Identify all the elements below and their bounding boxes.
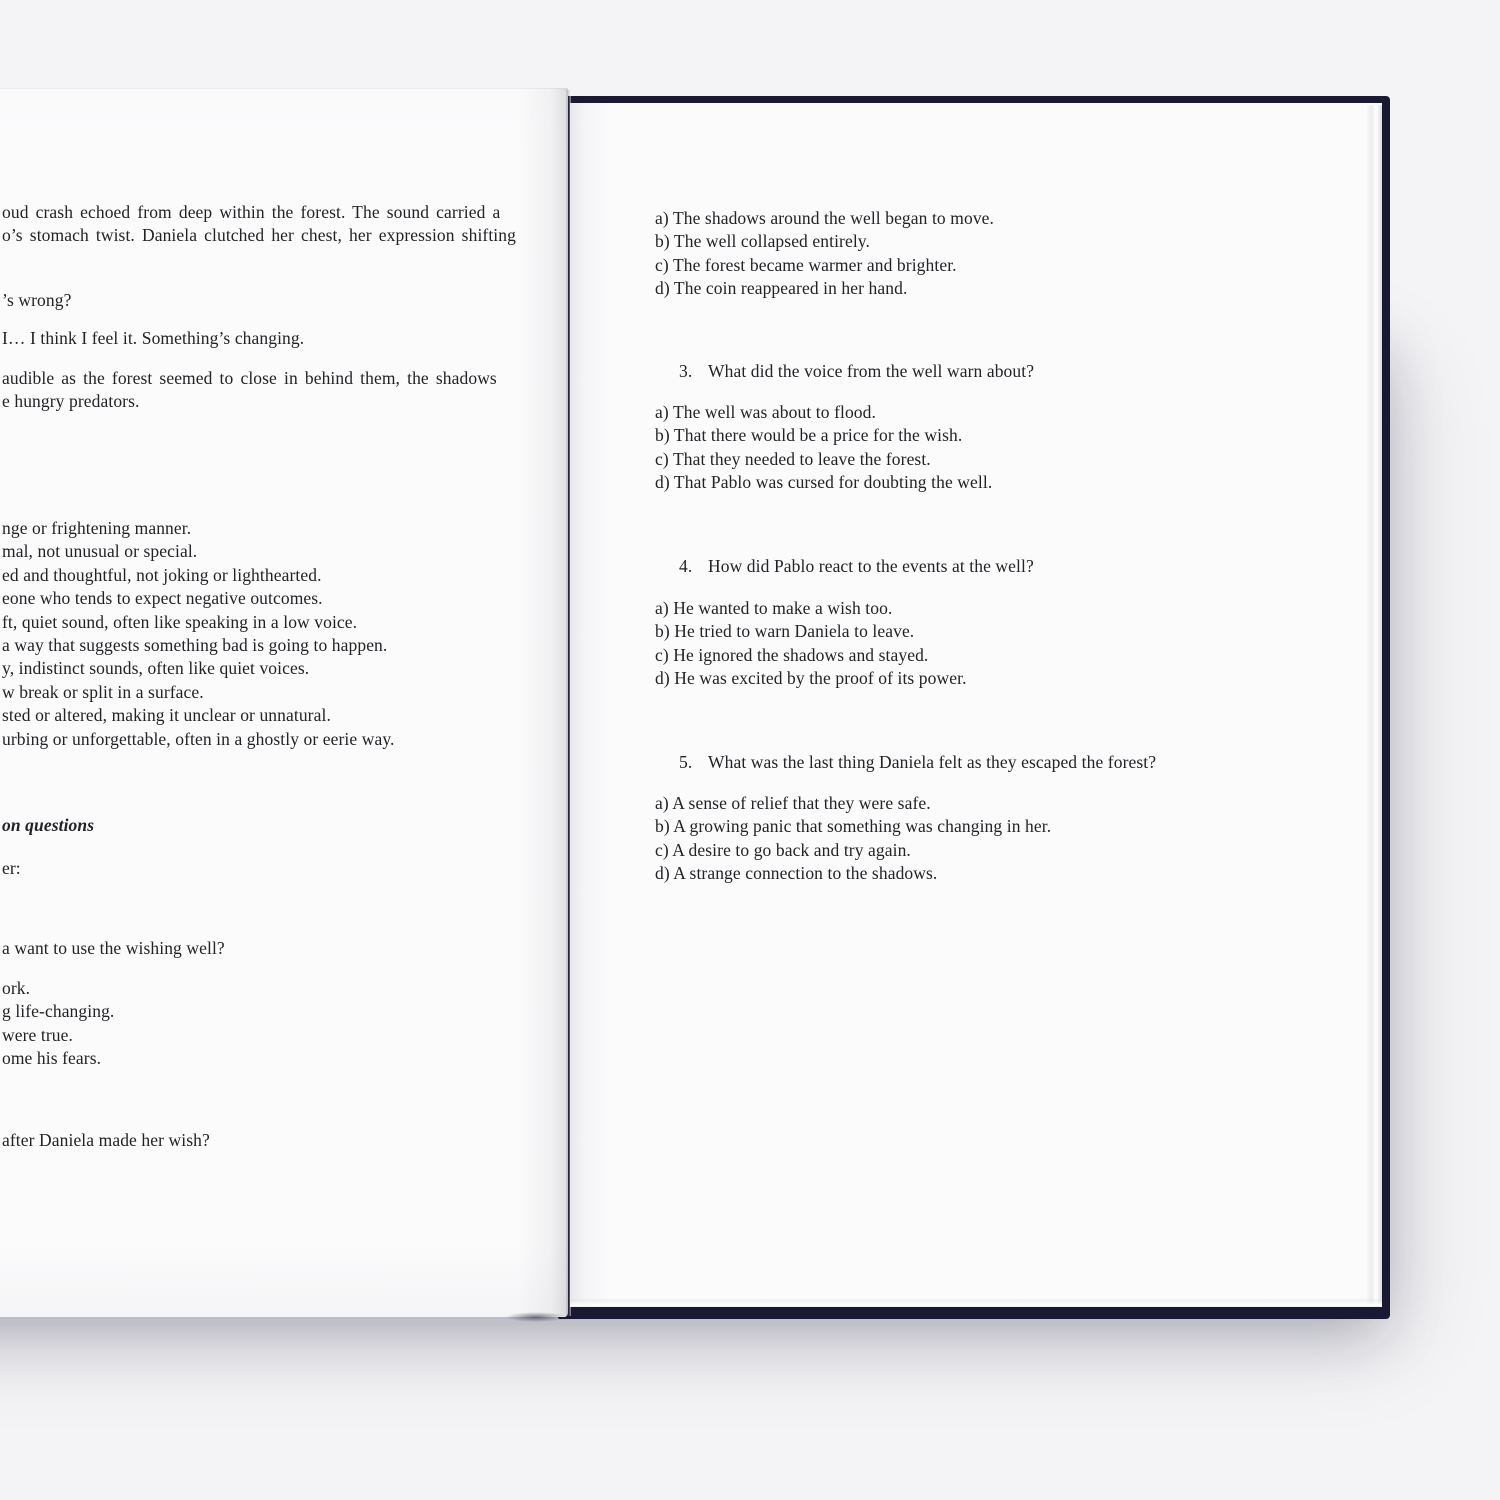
option-line: ome his fears. [2, 1048, 102, 1069]
vocabulary-line: urbing or unforgettable, often in a ghostly or eerie way. [2, 728, 395, 749]
option-line: c) The forest became warmer and brighter. [655, 254, 957, 275]
option-line: d) He was excited by the proof of its power. [655, 668, 967, 689]
option-line: c) He ignored the shadows and stayed. [655, 644, 929, 665]
dialog-line: I… I think I feel it. Something’s changing. [2, 328, 305, 348]
page-curl-shadow [505, 1312, 567, 1322]
option-line: a) A sense of relief that they were safe. [655, 793, 931, 813]
question-5-options [655, 792, 1051, 886]
question-3-options [655, 401, 992, 495]
question-2-options [655, 207, 994, 301]
story-line: o’s stomach twist. Daniela clutched her chest, her expression shifting [2, 225, 516, 246]
left-page-gutter-shading [518, 88, 568, 1316]
story-paragraph [2, 201, 516, 248]
question-text: What was the last thing Daniela felt as they escaped the forest? [708, 752, 1157, 772]
narration-paragraph [2, 367, 497, 414]
vocabulary-line: nge or frightening manner. [2, 518, 192, 538]
narration-line: audible as the forest seemed to close in behind them, the shadows [2, 368, 497, 388]
option-line: d) That Pablo was cursed for doubting the well. [655, 472, 993, 493]
option-line: c) A desire to go back and try again. [655, 839, 911, 860]
option-line: d) A strange connection to the shadows. [655, 863, 938, 884]
question-number: 4. [679, 556, 693, 576]
vocabulary-line: ft, quiet sound, often like speaking in a low voice. [2, 611, 358, 632]
question-number: 5. [679, 752, 693, 772]
question-5 [679, 751, 1156, 774]
vocabulary-line: w break or split in a surface. [2, 681, 204, 702]
page-stack-edge-bottom [570, 1299, 1382, 1307]
option-line: c) That they needed to leave the forest. [655, 448, 931, 469]
question-text: How did Pablo react to the events at the well? [708, 556, 1034, 576]
question-number: 3. [679, 361, 693, 381]
page-stack-edge-right [1366, 105, 1382, 1304]
book-gutter [566, 90, 571, 1316]
vocabulary-line: ed and thoughtful, not joking or lighthearted. [2, 564, 322, 585]
vocabulary-line: eone who tends to expect negative outcomes. [2, 588, 323, 609]
option-line: were true. [2, 1024, 73, 1045]
question-1-options [2, 977, 114, 1071]
narration-line: e hungry predators. [2, 391, 140, 412]
question-1: a want to use the wishing well? [2, 938, 225, 958]
option-line: b) That there would be a price for the wish. [655, 425, 963, 446]
vocabulary-list [2, 517, 395, 751]
question-2: after Daniela made her wish? [2, 1130, 210, 1150]
option-line: a) The well was about to flood. [655, 402, 876, 422]
option-line: b) The well collapsed entirely. [655, 231, 870, 252]
instruction-line: er: [2, 858, 21, 878]
option-line: b) A growing panic that something was changing in her. [655, 816, 1052, 837]
option-line: d) The coin reappeared in her hand. [655, 278, 908, 299]
option-line: a) The shadows around the well began to move. [655, 208, 995, 228]
option-line: ork. [2, 978, 31, 998]
option-line: b) He tried to warn Daniela to leave. [655, 621, 915, 642]
option-line: a) He wanted to make a wish too. [655, 598, 893, 618]
vocabulary-line: y, indistinct sounds, often like quiet voices. [2, 658, 310, 679]
question-4-options [655, 597, 967, 691]
vocabulary-line: sted or altered, making it unclear or unnatural. [2, 705, 331, 726]
dialog-line: ’s wrong? [2, 290, 72, 310]
question-text: What did the voice from the well warn about? [708, 361, 1035, 381]
option-line: g life-changing. [2, 1001, 115, 1022]
vocabulary-line: mal, not unusual or special. [2, 541, 198, 562]
question-3 [679, 360, 1034, 383]
vocabulary-line: a way that suggests something bad is going to happen. [2, 635, 388, 656]
section-heading: on questions [2, 815, 95, 835]
story-line: oud crash echoed from deep within the forest. The sound carried a [2, 202, 501, 222]
question-4 [679, 555, 1034, 578]
